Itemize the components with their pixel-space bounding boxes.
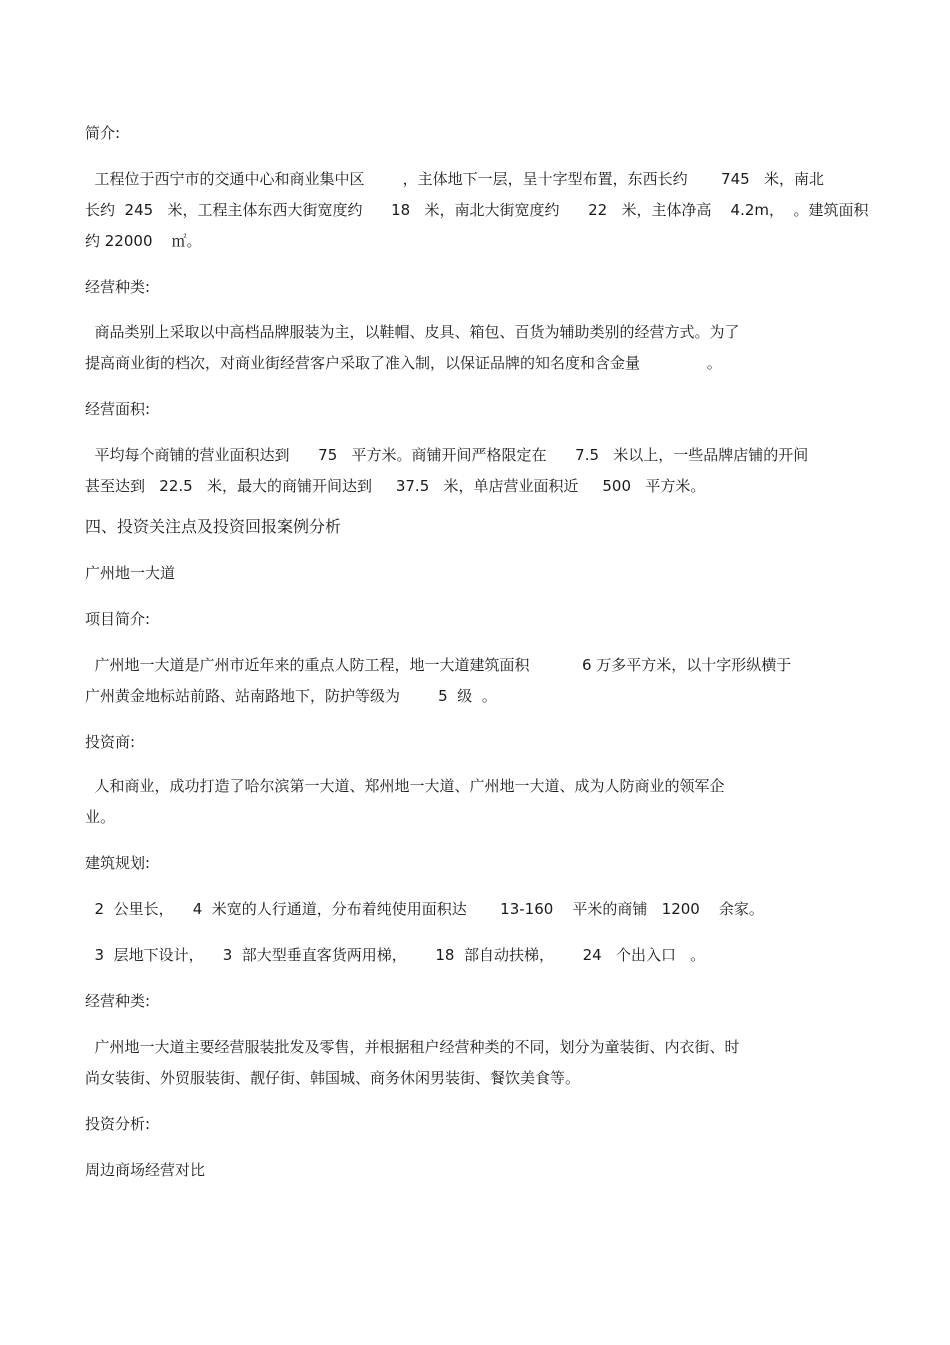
section-label-project-intro: 项目简介: <box>85 610 151 628</box>
section-label-planning: 建筑规划: <box>85 854 151 872</box>
paragraph-line: 平均每个商铺的营业面积达到 75 平方米。商铺开间严格限定在 7.5 米以上，一些品牌店铺的开间 <box>85 446 809 464</box>
paragraph-line: 业。 <box>85 808 116 826</box>
project-title: 广州地一大道 <box>85 564 176 582</box>
section-label-intro: 简介: <box>85 124 121 142</box>
section-label-investor: 投资商: <box>85 733 136 751</box>
paragraph-line: 甚至达到 22.5 米，最大的商铺开间达到 37.5 米，单店营业面积近 500 平方米。 <box>85 477 706 495</box>
paragraph-line: 广州地一大道是广州市近年来的重点人防工程，地一大道建筑面积 6 万多平方米，以十字形纵横于 <box>85 656 792 674</box>
paragraph-line: 广州地一大道主要经营服装批发及零售，并根据租户经营种类的不同，划分为童装街、内衣街、时 <box>85 1038 740 1056</box>
subsection-title: 周边商场经营对比 <box>85 1161 206 1179</box>
paragraph-line: 尚女装街、外贸服装街、靓仔街、韩国城、商务休闲男装街、餐饮美食等。 <box>85 1069 581 1087</box>
section-label-business-type-2: 经营种类: <box>85 992 151 1010</box>
section-label-investment-analysis: 投资分析: <box>85 1115 151 1133</box>
paragraph-line: 约 22000 ㎡。 <box>85 232 202 250</box>
section-label-business-area: 经营面积: <box>85 400 151 418</box>
paragraph-line: 3 层地下设计， 3 部大型垂直客货两用梯， 18 部自动扶梯， 24 个出入口 。 <box>85 946 706 964</box>
paragraph-line: 2 公里长， 4 米宽的人行通道，分布着纯使用面积达 13-160 平米的商铺 1200 余家。 <box>85 900 764 918</box>
paragraph-line: 商品类别上采取以中高档品牌服装为主，以鞋帽、皮具、箱包、百货为辅助类别的经营方式。为了 <box>85 323 740 341</box>
section-label-business-type: 经营种类: <box>85 278 151 296</box>
section-heading-investment: 四、投资关注点及投资回报案例分析 <box>85 517 342 536</box>
paragraph-line: 人和商业，成功打造了哈尔滨第一大道、郑州地一大道、广州地一大道、成为人防商业的领军企 <box>85 777 725 795</box>
paragraph-line: 工程位于西宁市的交通中心和商业集中区 ，主体地下一层，呈十字型布置，东西长约 745 米，南北 <box>85 170 824 188</box>
paragraph-line: 广州黄金地标站前路、站南路地下，防护等级为 5 级 。 <box>85 687 497 705</box>
paragraph-line: 提高商业街的档次，对商业街经营客户采取了准入制，以保证品牌的知名度和含金量 。 <box>85 354 722 372</box>
paragraph-line: 长约 245 米，工程主体东西大街宽度约 18 米，南北大街宽度约 22 米，主体净高 4.2m， 。建筑面积 <box>85 201 869 219</box>
